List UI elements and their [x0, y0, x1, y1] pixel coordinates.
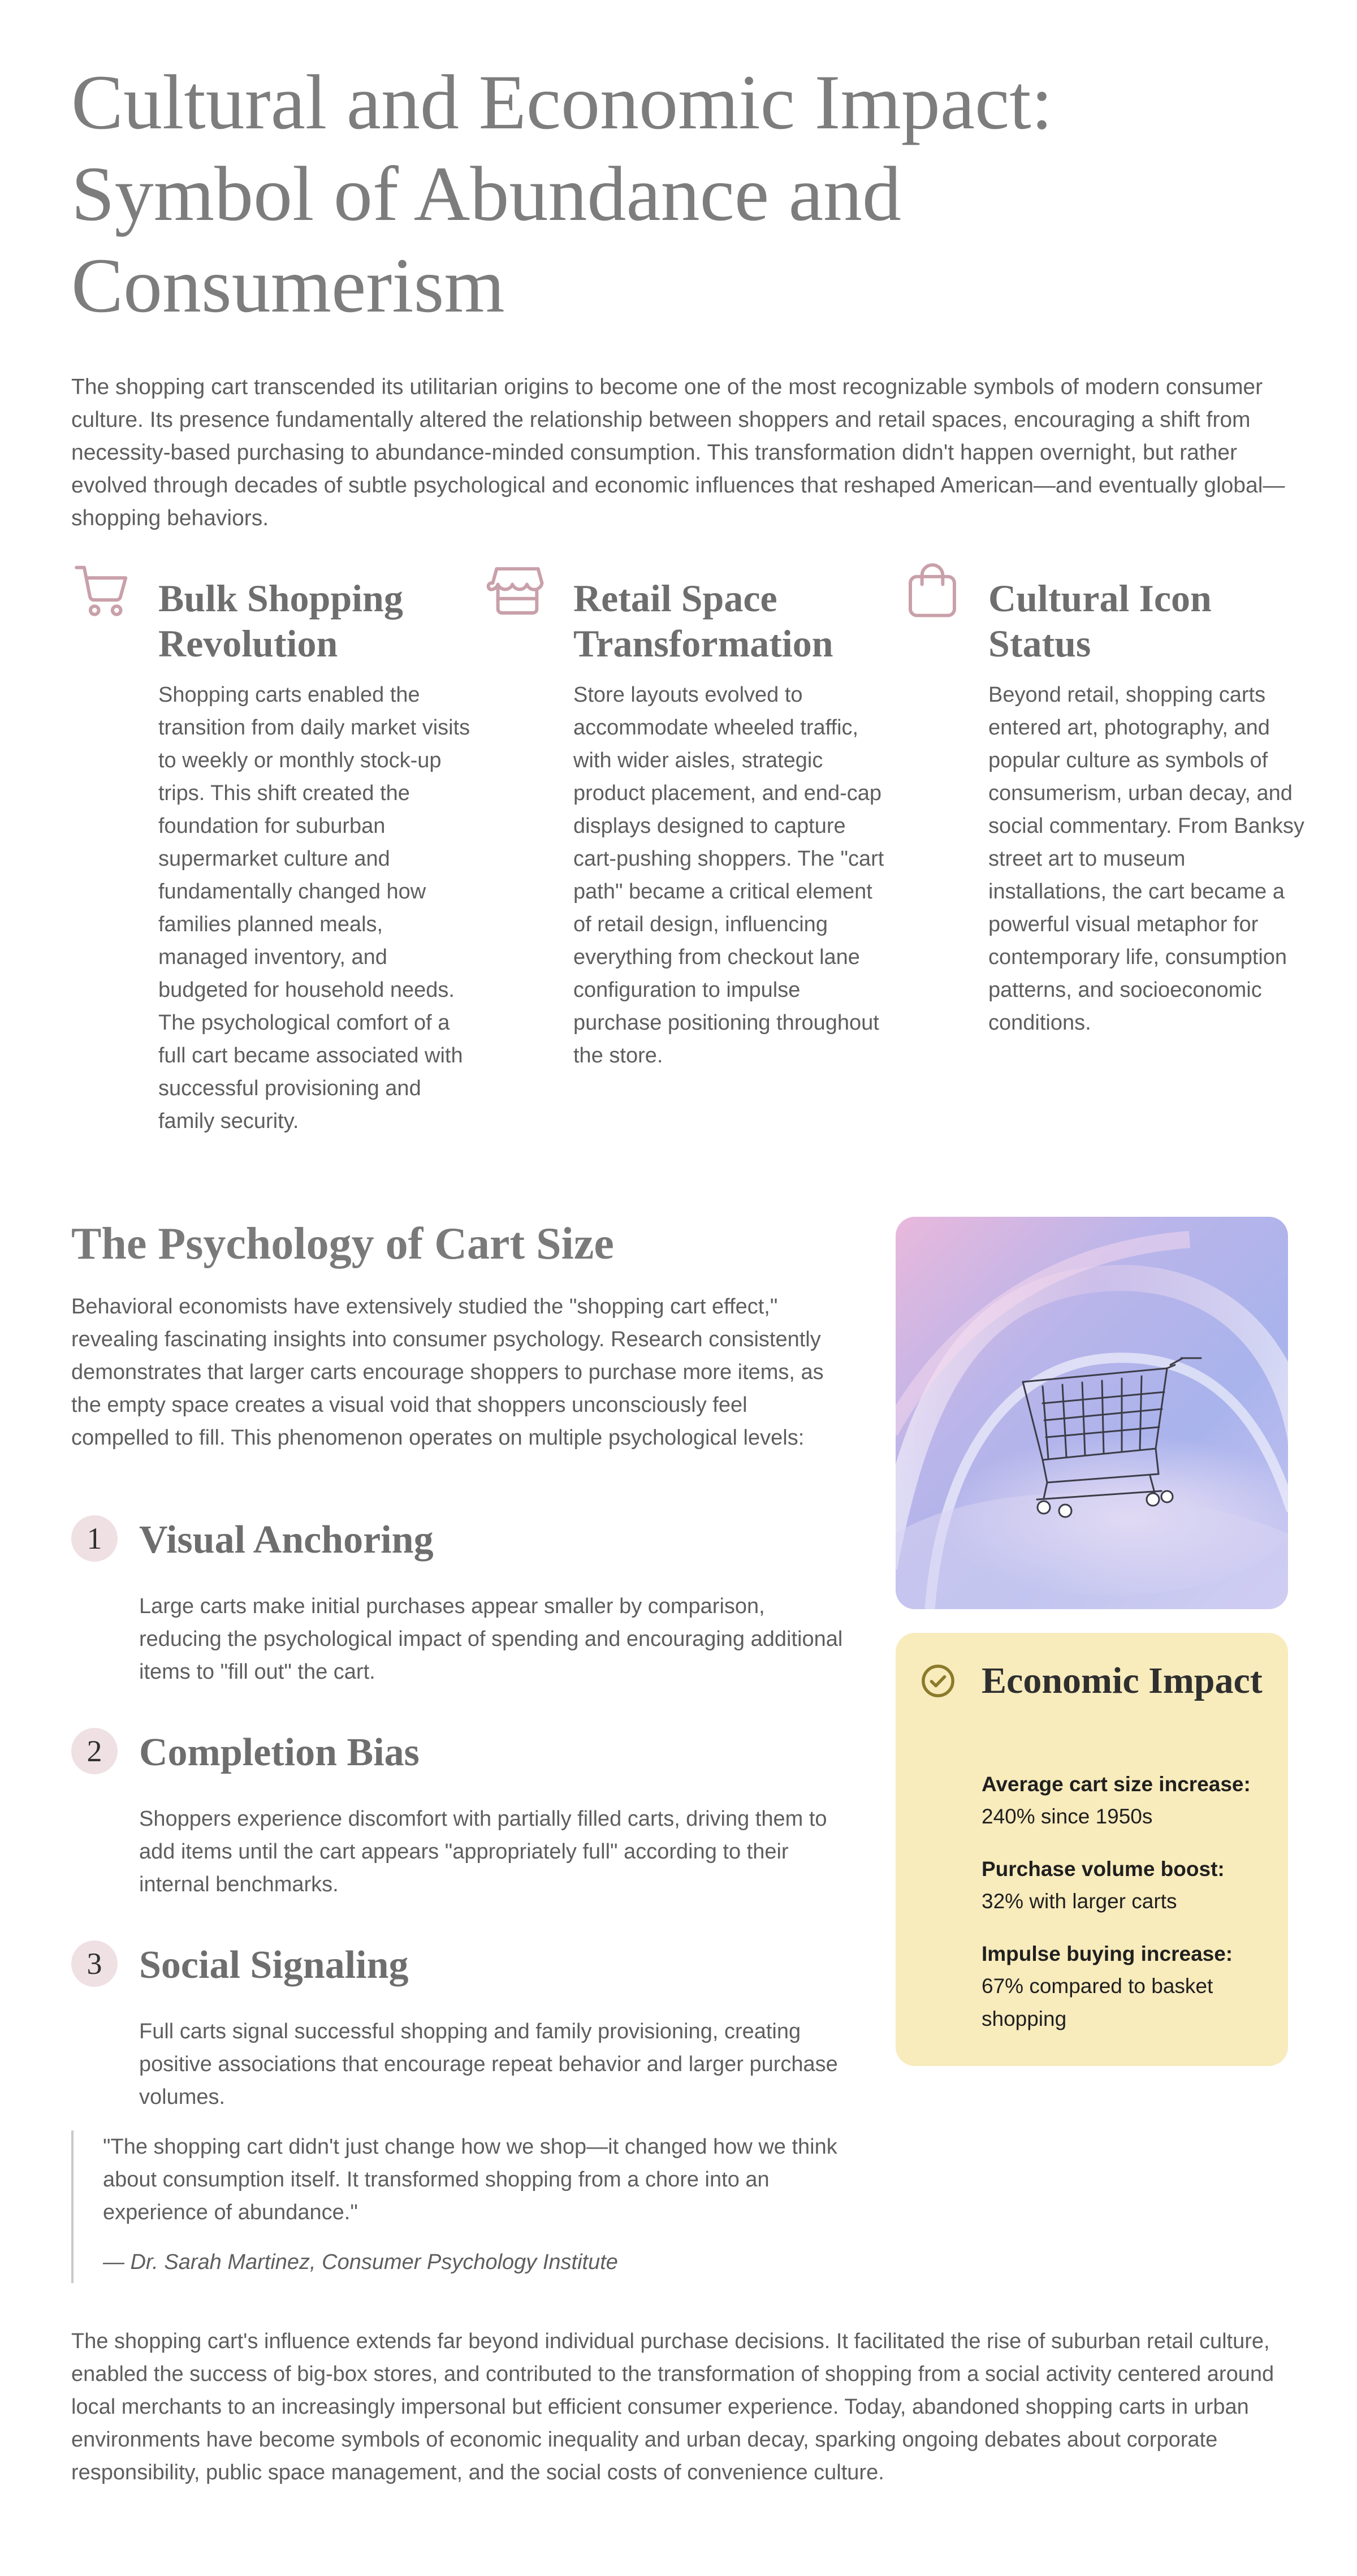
feature-title: Cultural Icon Status — [988, 577, 1212, 665]
shopping-cart-image — [896, 1217, 1288, 1609]
level-number-badge: 2 — [71, 1728, 118, 1774]
stat-value: 240% since 1950s — [982, 1805, 1153, 1828]
pull-quote — [71, 2130, 846, 2283]
feature-text: Shopping carts enabled the transition from daily market visits to weekly or monthly stock-up trips. This shift created the foundation for suburban supermarket culture and fundamentally changed how families planned meals, managed inventory, and budgeted for household needs. The psychological comfort of a full cart became associated with successful provisioning and family security. — [158, 683, 470, 1133]
stat-item — [982, 1853, 1276, 1918]
stat-label: Purchase volume boost: — [982, 1857, 1225, 1881]
stat-item — [982, 1769, 1276, 1833]
stat-label: Average cart size increase: — [982, 1773, 1251, 1796]
level-title: Social Signaling — [139, 1943, 409, 1987]
shopping-bag-icon — [901, 560, 963, 622]
stat-item — [982, 1938, 1276, 2035]
psychology-intro: Behavioral economists have extensively studied the "shopping cart effect," revealing fascinating insights into consumer psychology. Research consistently demonstrates that larger carts encourage shoppers to purchase more items, as the empty space creates a visual void that shoppers unconsciously feel compelled to fill. This phenomenon operates on multiple psychological levels: — [71, 1295, 824, 1450]
stat-value: 67% compared to basket shopping — [982, 1974, 1213, 2030]
storefront-icon — [486, 560, 548, 622]
economic-impact-card — [896, 1633, 1288, 2066]
level-text: Shoppers experience discomfort with partially filled carts, driving them to add items until the cart appears "appropriately full" according to their internal benchmarks. — [139, 1807, 827, 1896]
level-number-badge: 1 — [71, 1515, 118, 1562]
level-text: Large carts make initial purchases appear smaller by comparison, reducing the psychological impact of spending and encouraging additional items to "fill out" the cart. — [139, 1594, 843, 1684]
stat-value: 32% with larger carts — [982, 1890, 1177, 1913]
shopping-cart-icon — [71, 560, 133, 622]
level-number-badge: 3 — [71, 1940, 118, 1987]
quote-citation: — Dr. Sarah Martinez, Consumer Psychology Institute — [103, 2250, 618, 2274]
check-circle-icon — [919, 1662, 957, 1700]
economic-impact-title: Economic Impact — [982, 1660, 1263, 1701]
stat-label: Impulse buying increase: — [982, 1942, 1233, 1965]
quote-text: "The shopping cart didn't just change how we shop—it changed how we think about consumption itself. It transformed shopping from a chore into an experience of abundance." — [103, 2135, 837, 2224]
shopping-cart-illustration — [896, 1217, 1288, 1609]
intro-paragraph: The shopping cart transcended its utilitarian origins to become one of the most recognizable symbols of modern consumer culture. Its presence fundamentally altered the relationship between shoppers and retail spaces, encouraging a shift from necessity-based purchasing to abundance-minded consumption. This transformation didn't happen overnight, but rather evolved through decades of subtle psychological and economic influences that reshaped American—and eventually global—shopping behaviors. — [71, 375, 1285, 530]
page-title: Cultural and Economic Impact: Symbol of Abundance and Consumerism — [71, 59, 1053, 329]
psychology-title: The Psychology of Cart Size — [71, 1219, 614, 1269]
feature-text: Store layouts evolved to accommodate wheeled traffic, with wider aisles, strategic product placement, and end-cap displays designed to capture cart-pushing shoppers. The "cart path" became a critical element of retail design, influencing everything from checkout lane configuration to impulse purchase positioning throughout the store. — [573, 683, 884, 1067]
feature-title: Retail Space Transformation — [573, 577, 833, 665]
level-title: Visual Anchoring — [139, 1518, 434, 1562]
level-text: Full carts signal successful shopping and family provisioning, creating positive associations that encourage repeat behavior and larger purchase volumes. — [139, 2020, 838, 2109]
feature-text: Beyond retail, shopping carts entered art, photography, and popular culture as symbols of consumerism, urban decay, and social commentary. From Banksy street art to museum installations, the cart became a powerful visual metaphor for contemporary life, consumption patterns, and socioeconomic conditions. — [988, 683, 1304, 1035]
closing-paragraph: The shopping cart's influence extends far beyond individual purchase decisions. It facilitated the rise of suburban retail culture, enabled the success of big-box stores, and contributed to the transformation of shopping from a social activity centered around local merchants to an increasingly impersonal but efficient consumer experience. Today, abandoned shopping carts in urban environments have become symbols of economic inequality and urban decay, sparking ongoing debates about corporate responsibility, public space management, and the social costs of convenience culture. — [71, 2329, 1274, 2484]
level-title: Completion Bias — [139, 1731, 420, 1774]
feature-title: Bulk Shopping Revolution — [158, 577, 403, 665]
